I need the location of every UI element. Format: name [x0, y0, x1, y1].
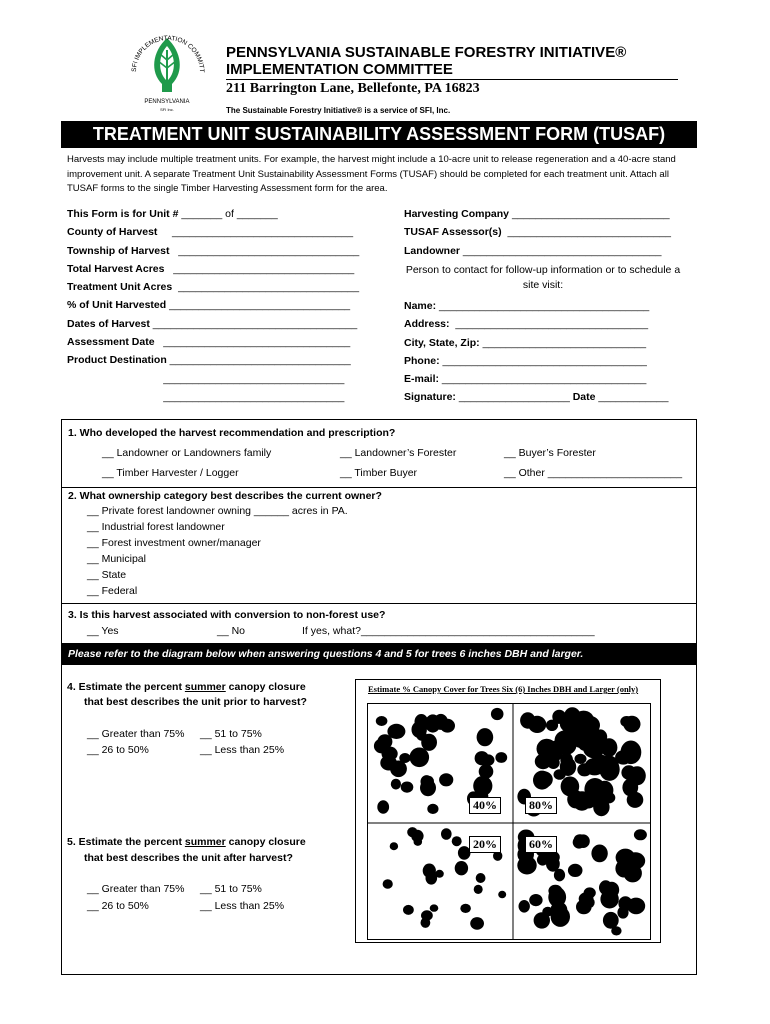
- question-4: 4. Estimate the percent summer canopy closure: [67, 681, 306, 693]
- intro-paragraph: Harvests may include multiple treatment units. For example, the harvest might include a 10-acre unit to release regeneration and a 40-acre stand improvement unit. A separate Treatment Unit Sustainability Assessment Forms (TUSAF) should be completed for each treatment unit. Attach all TUSAF forms to the single Timber Harvesting Assessment form for the area.: [67, 154, 676, 194]
- tree-crown-dot: [401, 782, 414, 793]
- tree-crown-dot: [421, 910, 433, 920]
- tree-crown-dot: [439, 773, 453, 786]
- diagram-note-banner: Please refer to the diagram below when answering questions 4 and 5 for trees 6 inches DBH and larger.: [61, 643, 697, 665]
- tree-crown-dot: [377, 800, 389, 813]
- tree-crown-dot: [593, 798, 609, 816]
- form-field[interactable]: Treatment Unit Acres _______________________________: [67, 281, 360, 294]
- form-field[interactable]: This Form is for Unit # _______ of _______: [67, 208, 278, 220]
- tree-crown-dot: [603, 912, 619, 929]
- form-field[interactable]: Name: ____________________________________: [404, 300, 650, 312]
- canopy-grid: [367, 703, 651, 940]
- service-note: The Sustainable Forestry Initiative® is a service of SFI, Inc.: [226, 106, 451, 115]
- tree-crown-dot: [390, 842, 398, 850]
- tree-crown-dot: [622, 779, 638, 797]
- canopy-dots-svg: [367, 703, 651, 940]
- tree-crown-dot: [599, 758, 619, 781]
- tree-crown-dot: [399, 753, 410, 763]
- form-field[interactable]: E-mail: ___________________________________: [404, 373, 647, 386]
- org-address: 211 Barrington Lane, Bellefonte, PA 16823: [226, 81, 480, 96]
- form-field[interactable]: _______________________________: [67, 390, 345, 403]
- right-field-list-bottom: [404, 296, 694, 406]
- q2-option[interactable]: __ Private forest landowner owning ______ acres in PA.: [87, 505, 348, 517]
- tree-crown-dot: [495, 752, 507, 763]
- question-1-section: [61, 419, 697, 488]
- tree-crown-dot: [435, 870, 444, 878]
- right-field-list-top: [404, 204, 694, 259]
- tree-crown-dot: [591, 845, 607, 863]
- tree-crown-dot: [584, 778, 605, 801]
- form-field[interactable]: Total Harvest Acres _______________________________: [67, 262, 355, 275]
- form-field[interactable]: Product Destination _______________________________: [67, 354, 351, 367]
- q3-yes[interactable]: __ Yes: [87, 625, 119, 637]
- q1-option[interactable]: __ Other _______________________: [504, 467, 683, 479]
- q2-option[interactable]: __ Municipal: [87, 553, 146, 565]
- form-field[interactable]: Assessment Date ________________________________: [67, 336, 351, 349]
- form-field[interactable]: Harvesting Company ___________________________: [404, 208, 670, 220]
- tree-crown-dot: [600, 890, 618, 909]
- tree-crown-dot: [533, 771, 551, 790]
- q1-option[interactable]: __ Buyer’s Forester: [504, 447, 596, 459]
- question-5-line2: that best describes the unit after harvest?: [84, 852, 293, 864]
- tree-crown-dot: [427, 804, 438, 814]
- tree-crown-dot: [470, 917, 484, 930]
- tree-crown-dot: [391, 779, 401, 790]
- q2-option[interactable]: __ Forest investment owner/manager: [87, 537, 261, 549]
- tree-crown-dot: [529, 894, 542, 906]
- canopy-diagram-title: Estimate % Canopy Cover for Trees Six (6) Inches DBH and Larger (only): [368, 684, 639, 694]
- tree-crown-dot: [575, 754, 587, 764]
- question-3: 3. Is this harvest associated with conversion to non-forest use?: [68, 609, 386, 621]
- tree-crown-dot: [621, 765, 636, 780]
- tree-crown-dot: [425, 714, 441, 732]
- sfi-logo: [122, 20, 212, 115]
- org-title: [226, 44, 626, 78]
- tree-crown-dot: [548, 885, 562, 897]
- form-field[interactable]: Dates of Harvest ___________________________________: [67, 317, 358, 330]
- tree-crown-dot: [547, 756, 560, 769]
- tree-crown-dot: [383, 879, 393, 888]
- tree-crown-dot: [623, 716, 640, 733]
- tree-crown-dot: [475, 751, 489, 765]
- form-field[interactable]: County of Harvest _______________________________: [67, 226, 354, 239]
- form-field[interactable]: Address: _________________________________: [404, 318, 649, 331]
- q1-option[interactable]: __ Landowner’s Forester: [340, 447, 457, 459]
- tree-crown-dot: [554, 869, 565, 882]
- question-3-section: [61, 603, 697, 644]
- tree-crown-dot: [576, 900, 592, 915]
- q4-option[interactable]: __ Greater than 75%: [87, 728, 185, 740]
- tree-crown-dot: [519, 900, 530, 913]
- q3-no[interactable]: __ No: [217, 625, 246, 637]
- tree-crown-dot: [477, 728, 494, 746]
- q4-option[interactable]: __ 26 to 50%: [87, 744, 149, 756]
- logo-arc-text: SFI IMPLEMENTATION COMMITT: [130, 34, 206, 73]
- form-field[interactable]: Landowner __________________________________: [404, 244, 662, 257]
- q1-option[interactable]: __ Timber Buyer: [340, 467, 418, 479]
- tree-crown-dot: [411, 830, 423, 842]
- question-2: 2. What ownership category best describes the current owner?: [68, 490, 382, 502]
- org-title-line2: IMPLEMENTATION COMMITTEE: [226, 61, 453, 78]
- canopy-label-80: 80%: [525, 797, 557, 814]
- q4-option[interactable]: __ 51 to 75%: [200, 728, 262, 740]
- tree-crown-dot: [479, 764, 494, 778]
- tree-crown-dot: [376, 716, 388, 726]
- tree-crown-dot: [452, 836, 462, 846]
- canopy-label-40: 40%: [469, 797, 501, 814]
- tree-crown-dot: [430, 904, 439, 911]
- tree-crown-dot: [441, 828, 452, 840]
- tree-crown-dot: [498, 891, 506, 898]
- tree-crown-dot: [528, 716, 546, 733]
- canopy-label-60: 60%: [525, 836, 557, 853]
- tree-crown-dot: [382, 747, 398, 761]
- form-title-banner: TREATMENT UNIT SUSTAINABILITY ASSESSMENT FORM (TUSAF): [61, 121, 697, 148]
- form-field[interactable]: Phone: ___________________________________: [404, 354, 647, 367]
- tree-crown-dot: [460, 904, 471, 913]
- form-field[interactable]: % of Unit Harvested _______________________________: [67, 299, 351, 312]
- logo-state: PENNSYLVANIA: [144, 99, 190, 105]
- question-2-section: [61, 487, 697, 604]
- question-4-line2: that best describes the unit prior to harvest?: [84, 696, 307, 708]
- q2-option[interactable]: __ State: [87, 569, 127, 581]
- q5-option[interactable]: __ Greater than 75%: [87, 883, 185, 895]
- tree-crown-dot: [387, 724, 405, 739]
- tree-crown-dot: [491, 708, 504, 720]
- question-5: 5. Estimate the percent summer canopy closure: [67, 836, 306, 848]
- q5-option[interactable]: __ 51 to 75%: [200, 883, 262, 895]
- tree-crown-dot: [390, 761, 407, 778]
- tree-crown-dot: [421, 775, 433, 788]
- tree-crown-dot: [628, 862, 640, 874]
- q4-option[interactable]: __ Less than 25%: [200, 744, 285, 756]
- tree-crown-dot: [455, 861, 468, 875]
- form-field[interactable]: City, State, Zip: ____________________________: [404, 336, 647, 349]
- tree-crown-dot: [568, 864, 583, 877]
- form-field[interactable]: Signature: ___________________ Date ____________: [404, 391, 669, 404]
- tree-crown-dot: [634, 829, 647, 840]
- left-field-list: [67, 204, 387, 405]
- header-rule: [226, 79, 678, 80]
- contact-note: Person to contact for follow-up information or to schedule a site visit:: [405, 264, 681, 291]
- form-field[interactable]: _______________________________: [67, 372, 345, 385]
- tree-crown-dot: [476, 873, 486, 883]
- tree-crown-dot: [554, 769, 566, 780]
- q1-option[interactable]: __ Landowner or Landowners family: [102, 447, 272, 459]
- tree-crown-dot: [416, 731, 427, 741]
- tree-crown-dot: [423, 864, 436, 878]
- tree-crown-dot: [410, 748, 430, 768]
- date-label: Date: [572, 391, 596, 404]
- tree-crown-dot: [558, 734, 576, 755]
- tree-crown-dot: [474, 885, 483, 894]
- canopy-label-20: 20%: [469, 836, 501, 853]
- tree-crown-dot: [403, 905, 414, 915]
- tree-crown-dot: [617, 906, 628, 918]
- q1-option[interactable]: __ Timber Harvester / Logger: [102, 467, 239, 479]
- q2-option[interactable]: __ Federal: [87, 585, 138, 597]
- form-field[interactable]: Township of Harvest _______________________________: [67, 244, 360, 257]
- tree-crown-dot: [581, 719, 599, 736]
- q5-option[interactable]: __ 26 to 50%: [87, 900, 149, 912]
- logo-tagline: SFI Inc.: [160, 107, 174, 112]
- form-field[interactable]: TUSAF Assessor(s) ____________________________: [404, 226, 671, 239]
- tree-crown-dot: [560, 716, 578, 732]
- tree-crown-dot: [574, 834, 586, 845]
- tree-crown-dot: [542, 907, 553, 917]
- q3-ifyes[interactable]: If yes, what?________________________________________: [302, 625, 595, 637]
- question-1: 1. Who developed the harvest recommendation and prescription?: [68, 427, 396, 439]
- q2-option[interactable]: __ Industrial forest landowner: [87, 521, 225, 533]
- tree-crown-dot: [577, 763, 591, 776]
- tree-crown-dot: [546, 720, 558, 731]
- q5-option[interactable]: __ Less than 25%: [200, 900, 285, 912]
- org-title-line1: PENNSYLVANIA SUSTAINABLE FORESTRY INITIATIVE®: [226, 44, 627, 61]
